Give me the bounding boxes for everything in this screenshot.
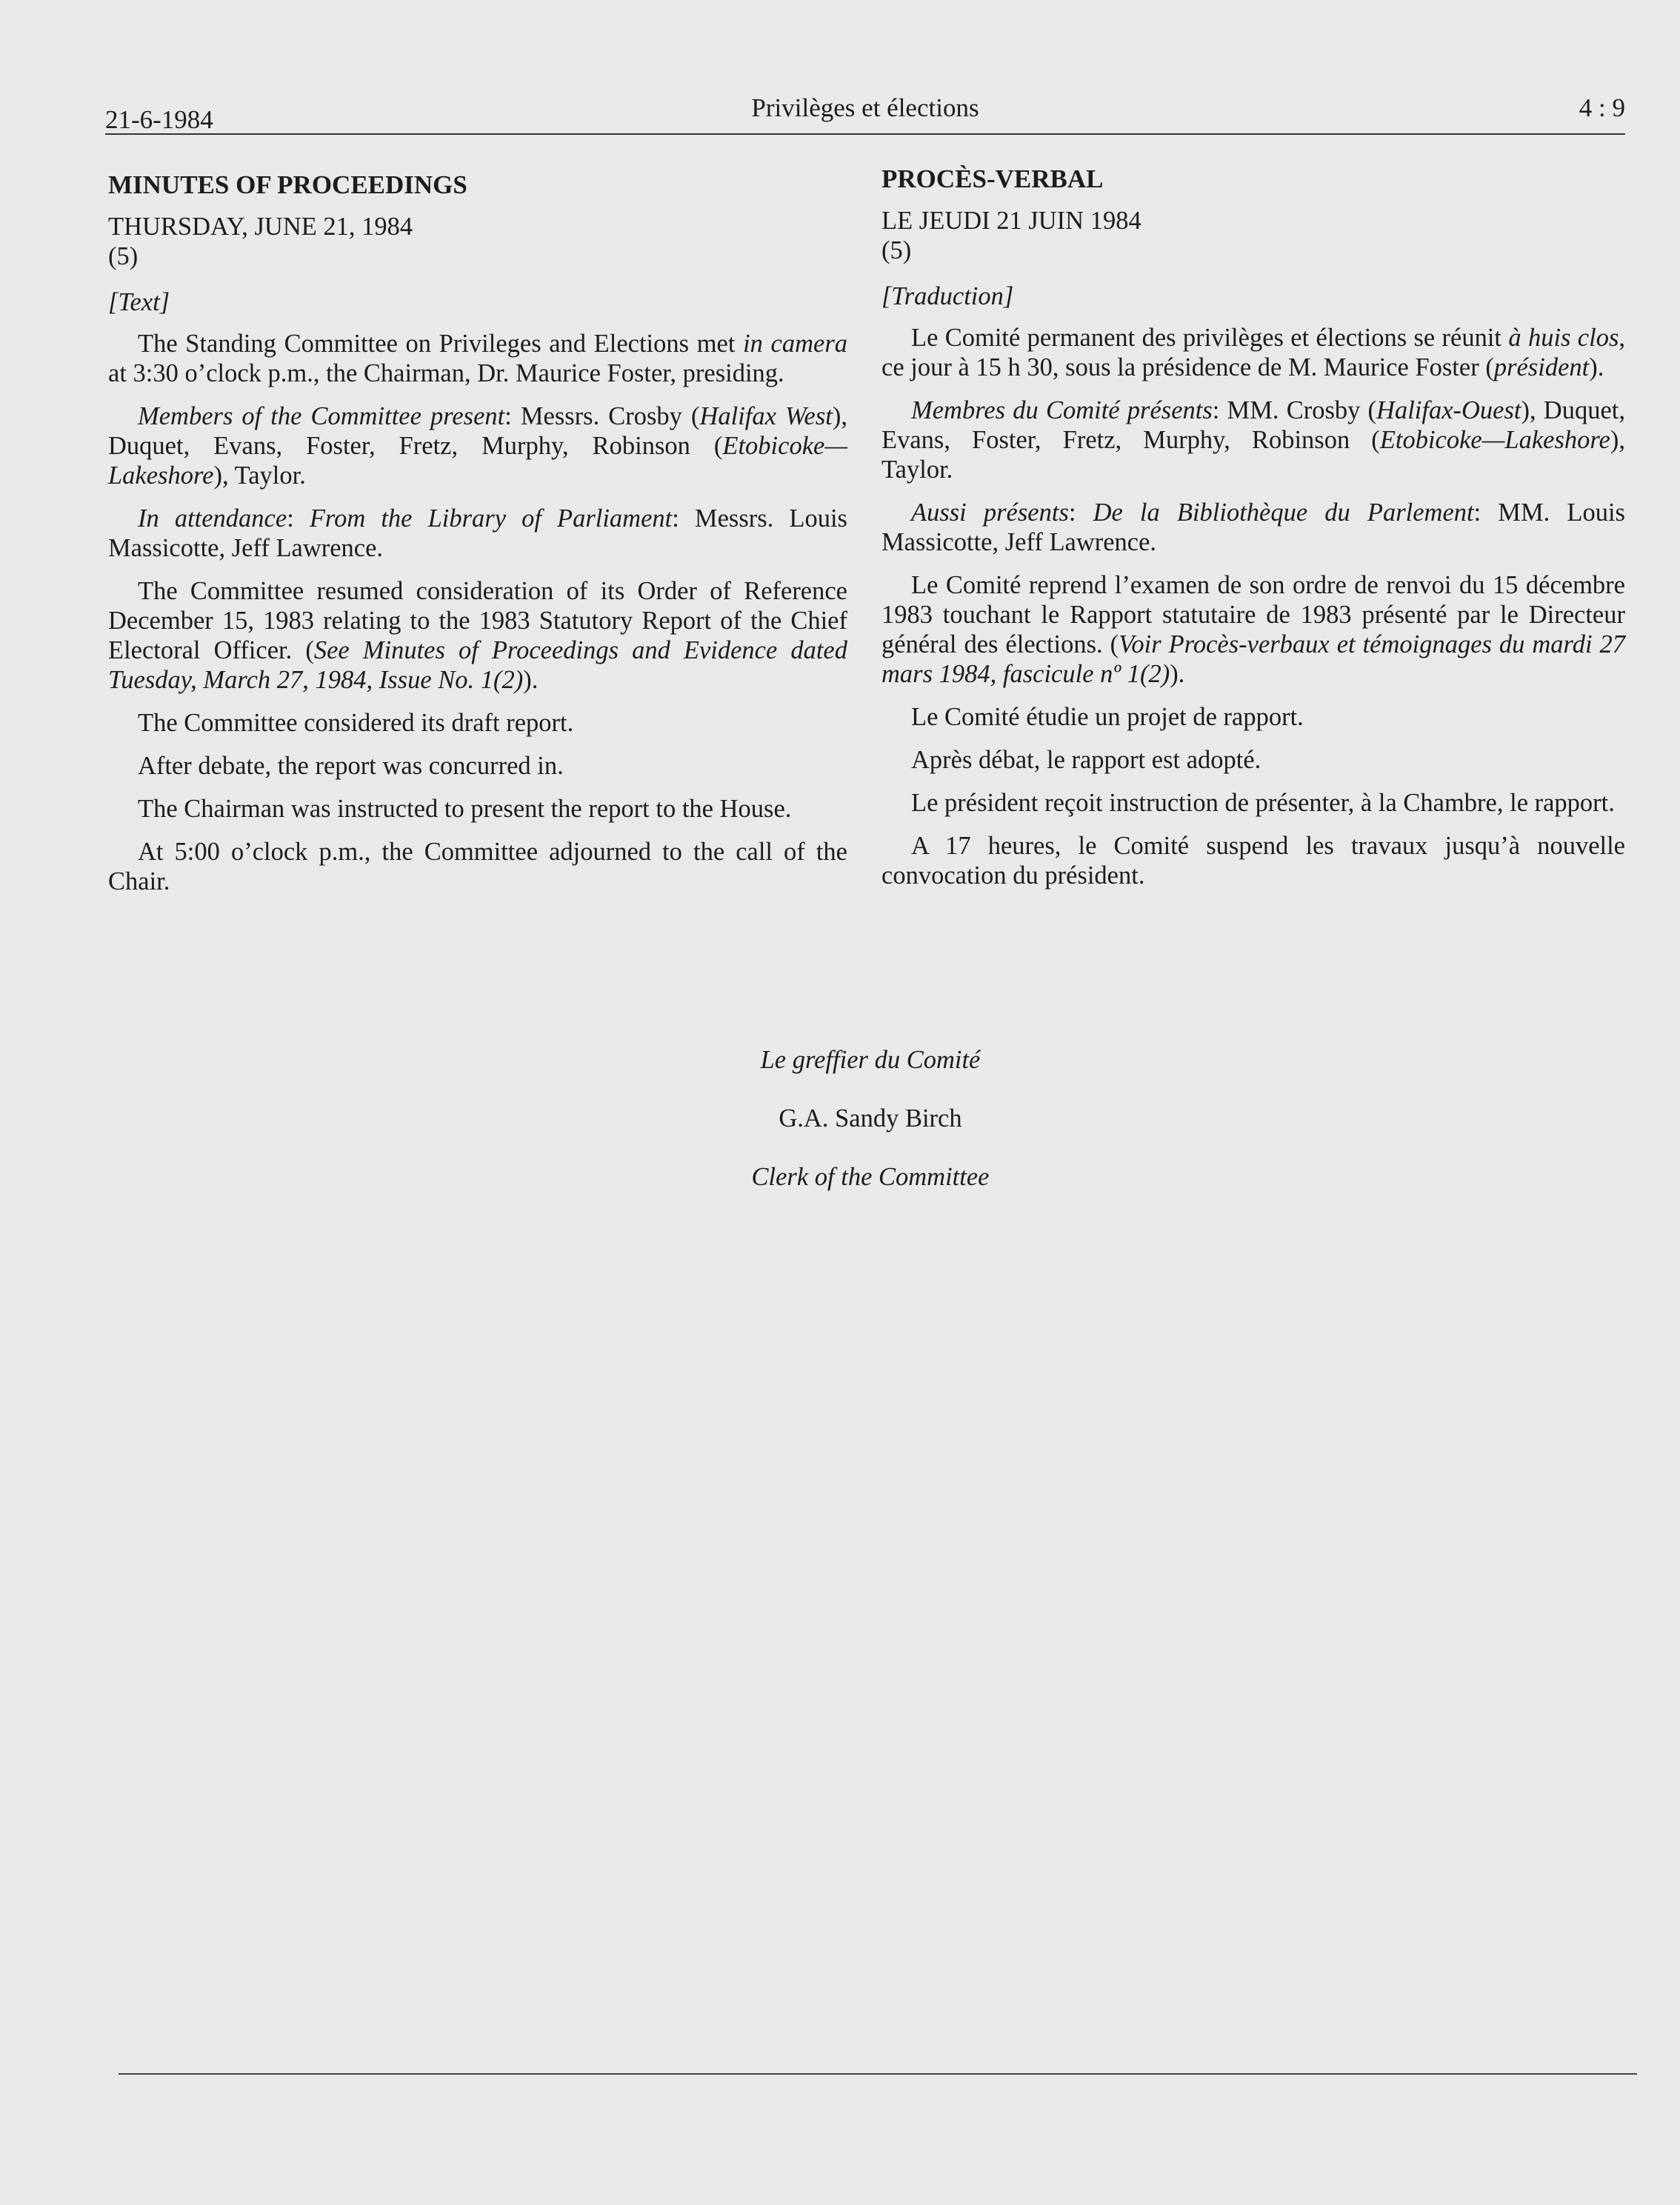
italic-run: Halifax-Ouest (1376, 396, 1521, 424)
italic-run: De la Bibliothèque du Parlement (1093, 498, 1474, 527)
italic-run: président (1493, 353, 1590, 381)
italic-run: In attendance (138, 504, 287, 533)
text-run: ). (1170, 660, 1185, 688)
italic-run: Membres du Comité présents (911, 396, 1213, 424)
italic-run: Voir Procès-verbaux et témoignages du mardi 27 mars 1984, fascicule nº 1(2) (881, 630, 1625, 688)
english-paragraph-reference (108, 576, 847, 695)
text-run: : Messrs. Crosby ( (504, 402, 700, 430)
french-translation-tag: [Traduction] (881, 282, 1014, 310)
english-paragraph-debate: After debate, the report was concurred in. (138, 752, 564, 780)
text-run: ), Taylor. (881, 426, 1625, 484)
english-date: THURSDAY, JUNE 21, 1984 (108, 213, 413, 241)
french-paragraph-members (881, 396, 1625, 484)
english-heading: MINUTES OF PROCEEDINGS (108, 170, 467, 199)
italic-run: Halifax West (699, 402, 833, 430)
english-paragraph-attendance (108, 504, 847, 563)
french-heading: PROCÈS-VERBAL (881, 164, 1104, 193)
signature-french-title: Le greffier du Comité (760, 1046, 981, 1074)
french-paragraph-opening (881, 323, 1625, 382)
english-column (108, 170, 847, 910)
text-run: : MM. Louis Massicotte, Jeff Lawrence. (881, 498, 1625, 556)
italic-run: Members of the Committee present (138, 402, 505, 430)
french-paragraph-attendance (881, 498, 1625, 557)
english-paragraph-adjournment: At 5:00 o’clock p.m., the Committee adjourned to the call of the Chair. (108, 838, 847, 895)
english-issue-number: (5) (108, 242, 139, 270)
text-run: The Committee resumed consideration of its Order of Reference December 15, 1983 relating to the 1983 Statutory Report of the Chief Electoral Officer. ( (108, 577, 847, 664)
signature-name: G.A. Sandy Birch (779, 1104, 962, 1132)
header-page-number: 4 : 9 (1579, 93, 1625, 122)
english-paragraph-opening (108, 329, 847, 388)
english-paragraph-members (108, 401, 847, 490)
text-run: : (1068, 498, 1093, 527)
french-paragraph-debate: Après débat, le rapport est adopté. (911, 746, 1261, 774)
french-paragraph-instruction: Le président reçoit instruction de présenter, à la Chambre, le rapport. (911, 789, 1615, 817)
text-run: : Messrs. Louis Massicotte, Jeff Lawrence. (108, 504, 847, 562)
french-paragraph-reference (881, 570, 1625, 689)
text-run: , ce jour à 15 h 30, sous la présidence de M. Maurice Foster ( (881, 324, 1625, 381)
signature-block (563, 1046, 1178, 1221)
italic-run: Aussi présents (911, 498, 1069, 527)
french-issue-number: (5) (881, 236, 912, 264)
french-paragraph-draft: Le Comité étudie un projet de rapport. (911, 703, 1304, 731)
text-run: ), Duquet, Evans, Foster, Fretz, Murphy, Robinson ( (881, 396, 1625, 454)
french-column (881, 164, 1625, 904)
text-run: : MM. Crosby ( (1212, 396, 1377, 424)
footer-rule (119, 2073, 1637, 2075)
text-run: ), Taylor. (213, 461, 306, 490)
text-run: Le Comité permanent des privilèges et élections se réunit (911, 324, 1509, 352)
header-date: 21-6-1984 (105, 105, 213, 134)
english-paragraph-draft: The Committee considered its draft report. (138, 709, 574, 737)
french-paragraph-adjournment: A 17 heures, le Comité suspend les travaux jusqu’à nouvelle convocation du président. (881, 832, 1625, 890)
text-run: at 3:30 o’clock p.m., the Chairman, Dr. Maurice Foster, presiding. (108, 359, 784, 387)
italic-run: Etobicoke—Lakeshore (108, 432, 847, 490)
italic-run: See Minutes of Proceedings and Evidence dated Tuesday, March 27, 1984, Issue No. 1(2) (108, 636, 847, 694)
italic-run: Etobicoke—Lakeshore (1379, 426, 1610, 454)
english-paragraph-instruction: The Chairman was instructed to present the report to the House. (138, 795, 792, 823)
italic-run: à huis clos (1508, 324, 1619, 352)
text-run: ). (523, 666, 539, 694)
text-run: ). (1589, 353, 1604, 381)
text-run: Le Comité reprend l’examen de son ordre de renvoi du 15 décembre 1983 touchant le Rapport statutaire de 1983 présenté par le Directeur général des élections. ( (881, 571, 1625, 658)
text-run: ), Duquet, Evans, Foster, Fretz, Murphy, Robinson ( (108, 402, 847, 460)
english-text-tag: [Text] (108, 288, 170, 316)
italic-run: in camera (743, 330, 847, 358)
signature-english-title: Clerk of the Committee (751, 1163, 990, 1191)
running-header (105, 90, 1625, 135)
italic-run: From the Library of Parliament (309, 504, 673, 533)
header-title: Privilèges et élections (751, 93, 979, 122)
french-date: LE JEUDI 21 JUIN 1984 (881, 207, 1141, 235)
text-run: The Standing Committee on Privileges and Elections met (138, 330, 744, 358)
header-rule (105, 133, 1625, 135)
text-run: : (287, 504, 310, 533)
